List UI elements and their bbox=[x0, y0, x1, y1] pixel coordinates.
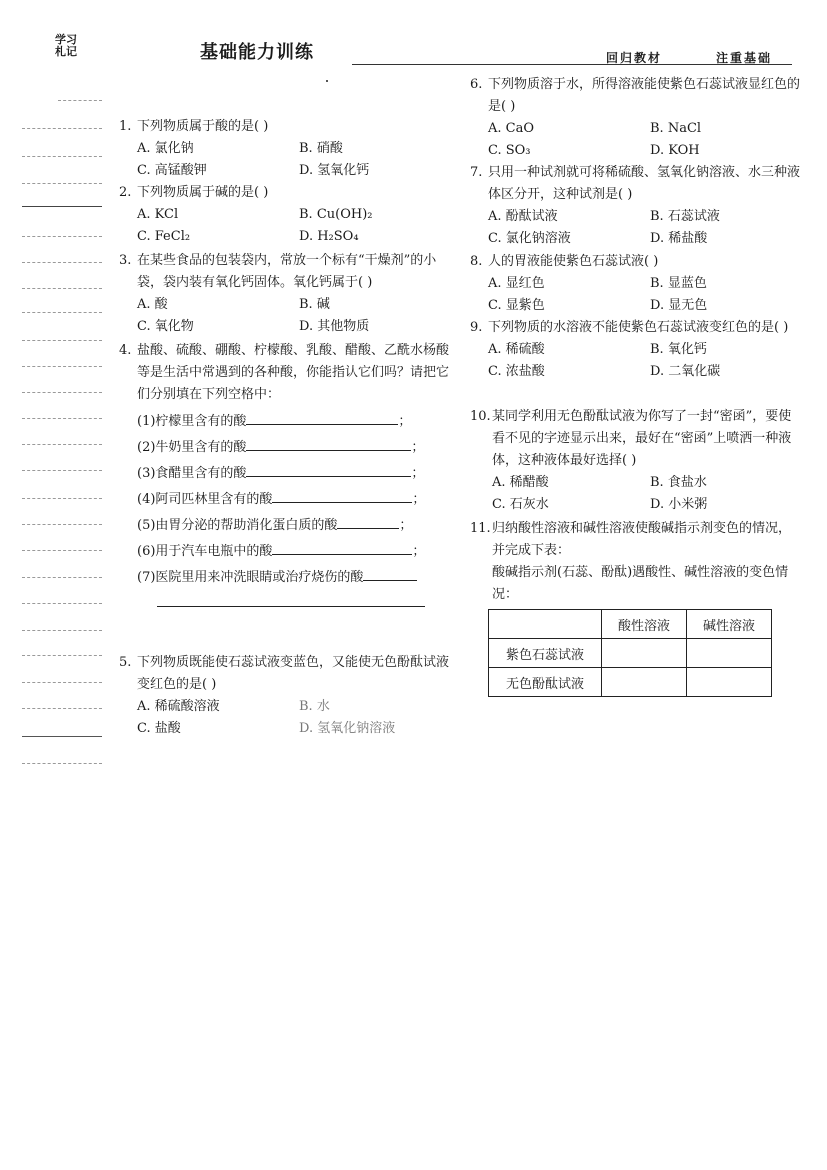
table-header-row bbox=[489, 610, 772, 639]
fill-in-item bbox=[119, 566, 449, 592]
answer-blank[interactable] bbox=[272, 488, 412, 503]
answer-cell[interactable] bbox=[602, 668, 687, 697]
option-a: A. 稀醋酸 bbox=[492, 475, 549, 490]
option-d: D. 氢氧化钠溶液 bbox=[299, 721, 396, 736]
question-stem: 下列物质溶于水，所得溶液能使紫色石蕊试液显红色的是( ) bbox=[488, 77, 801, 114]
note-line bbox=[22, 366, 102, 367]
option-a: A. 显红色 bbox=[488, 276, 545, 291]
note-line bbox=[22, 763, 102, 764]
note-line bbox=[22, 577, 102, 578]
question-number: 6. bbox=[470, 77, 483, 92]
question-number: 11. bbox=[470, 521, 491, 536]
note-line bbox=[22, 392, 102, 393]
answer-blank[interactable] bbox=[337, 514, 399, 529]
question-stem: 某同学利用无色酚酞试液为你写了一封“密函”，要使看不见的字迹显示出来，最好在“密函”上喷洒一种液体，这种液体最好选择( ) bbox=[492, 409, 792, 468]
fill-in-item bbox=[119, 436, 449, 462]
question-stem: 盐酸、硫酸、硼酸、柠檬酸、乳酸、醋酸、乙酰水杨酸等是生活中常遇到的各种酸，你能指认它们吗？请把它们分别填在下列空格中： bbox=[137, 343, 450, 402]
table-header: 碱性溶液 bbox=[687, 610, 772, 639]
option-c: C. FeCl₂ bbox=[137, 229, 191, 244]
note-line bbox=[22, 206, 102, 207]
option-d: D. 氢氧化钙 bbox=[299, 163, 370, 178]
note-line bbox=[22, 708, 102, 709]
question-stem: 下列物质的水溶液不能使紫色石蕊试液变红色的是( ) bbox=[488, 320, 789, 335]
header-tag-left: 回归教材 bbox=[606, 51, 663, 65]
fill-in-label: (3)食醋里含有的酸 bbox=[137, 466, 247, 481]
option-a: A. CaO bbox=[488, 121, 535, 136]
note-line bbox=[22, 736, 102, 737]
separator: ； bbox=[411, 440, 425, 455]
question-stem: 下列物质既能使石蕊试液变蓝色，又能使无色酚酞试液变红色的是( ) bbox=[137, 655, 450, 692]
question-number: 8. bbox=[470, 254, 483, 269]
option-b: B. 水 bbox=[299, 699, 330, 714]
question-number: 9. bbox=[470, 320, 483, 335]
option-d: D. H₂SO₄ bbox=[299, 229, 359, 244]
note-line bbox=[22, 262, 102, 263]
note-line bbox=[22, 655, 102, 656]
table-row bbox=[489, 668, 772, 697]
option-c: C. 盐酸 bbox=[137, 721, 181, 736]
option-b: B. NaCl bbox=[650, 121, 702, 136]
option-c: C. 显紫色 bbox=[488, 298, 545, 313]
fill-in-label: (7)医院里用来冲洗眼睛或治疗烧伤的酸 bbox=[137, 570, 364, 585]
fill-in-item bbox=[119, 462, 449, 488]
question-4 bbox=[119, 340, 449, 618]
option-a: A. KCl bbox=[137, 207, 179, 222]
answer-blank[interactable] bbox=[157, 592, 425, 607]
indicator-table bbox=[488, 609, 772, 697]
question-8 bbox=[470, 251, 800, 317]
option-d: D. KOH bbox=[650, 143, 700, 158]
option-b: B. 石蕊试液 bbox=[650, 209, 720, 224]
option-d: D. 其他物质 bbox=[299, 319, 370, 334]
answer-blank[interactable] bbox=[246, 462, 411, 477]
note-line bbox=[22, 236, 102, 237]
question-number: 2. bbox=[119, 185, 132, 200]
note-line bbox=[22, 418, 102, 419]
option-b: B. 碱 bbox=[299, 297, 330, 312]
fill-in-item bbox=[119, 540, 449, 566]
option-b: B. 食盐水 bbox=[650, 475, 707, 490]
fill-in-item bbox=[119, 410, 449, 436]
note-line bbox=[22, 340, 102, 341]
header-tag-right: 注重基础 bbox=[716, 51, 773, 65]
question-11 bbox=[470, 518, 800, 606]
question-7 bbox=[470, 162, 800, 250]
question-stem: 在某些食品的包装袋内，常放一个标有“干燥剂”的小袋，袋内装有氧化钙固体。氧化钙属于( ) bbox=[137, 253, 437, 290]
question-10 bbox=[470, 406, 800, 516]
question-stem: 只用一种试剂就可将稀硫酸、氢氧化钠溶液、水三种液体区分开，这种试剂是( ) bbox=[488, 165, 801, 202]
question-6 bbox=[470, 74, 800, 162]
question-stem: 人的胃液能使紫色石蕊试液( ) bbox=[488, 254, 659, 269]
note-line bbox=[22, 630, 102, 631]
option-d: D. 二氧化碳 bbox=[650, 364, 721, 379]
option-d: D. 小米粥 bbox=[650, 497, 708, 512]
answer-blank[interactable] bbox=[272, 540, 412, 555]
option-c: C. SO₃ bbox=[488, 143, 531, 158]
answer-cell[interactable] bbox=[687, 639, 772, 668]
option-d: D. 稀盐酸 bbox=[650, 231, 708, 246]
note-line bbox=[22, 288, 102, 289]
note-line bbox=[22, 183, 102, 184]
question-9 bbox=[470, 317, 800, 383]
fill-in-label: (4)阿司匹林里含有的酸 bbox=[137, 492, 273, 507]
note-line bbox=[22, 128, 102, 129]
sidebar-title-line2: 札记 bbox=[55, 45, 77, 58]
option-a: A. 稀硫酸 bbox=[488, 342, 545, 357]
option-c: C. 浓盐酸 bbox=[488, 364, 545, 379]
option-c: C. 石灰水 bbox=[492, 497, 549, 512]
option-c: C. 氯化钠溶液 bbox=[488, 231, 571, 246]
option-b: B. 显蓝色 bbox=[650, 276, 707, 291]
question-number: 4. bbox=[119, 343, 132, 358]
fill-in-item bbox=[119, 592, 449, 618]
sidebar-title bbox=[46, 34, 86, 58]
note-line bbox=[22, 550, 102, 551]
question-number: 1. bbox=[119, 119, 132, 134]
answer-blank[interactable] bbox=[246, 436, 411, 451]
option-c: C. 高锰酸钾 bbox=[137, 163, 207, 178]
separator: ； bbox=[412, 492, 426, 507]
option-a: A. 酸 bbox=[137, 297, 168, 312]
table-header: 酸性溶液 bbox=[602, 610, 687, 639]
question-stem: 下列物质属于酸的是( ) bbox=[137, 119, 269, 134]
fill-in-item bbox=[119, 488, 449, 514]
table-cell bbox=[489, 610, 602, 639]
option-d: D. 显无色 bbox=[650, 298, 708, 313]
separator: ； bbox=[412, 544, 426, 559]
scan-dot bbox=[326, 80, 328, 82]
table-row-label: 无色酚酞试液 bbox=[489, 668, 602, 697]
question-number: 3. bbox=[119, 253, 132, 268]
answer-blank[interactable] bbox=[363, 566, 417, 581]
page-title: 基础能力训练 bbox=[200, 42, 314, 63]
question-5 bbox=[119, 652, 449, 740]
note-line bbox=[58, 100, 102, 101]
option-a: A. 氯化钠 bbox=[137, 141, 194, 156]
table-row-label: 紫色石蕊试液 bbox=[489, 639, 602, 668]
answer-blank[interactable] bbox=[246, 410, 398, 425]
note-line bbox=[22, 498, 102, 499]
note-line bbox=[22, 444, 102, 445]
fill-in-label: (1)柠檬里含有的酸 bbox=[137, 414, 247, 429]
note-line bbox=[22, 603, 102, 604]
separator: ； bbox=[399, 518, 413, 533]
option-b: B. 氧化钙 bbox=[650, 342, 707, 357]
table-row bbox=[489, 639, 772, 668]
fill-in-item bbox=[119, 514, 449, 540]
option-b: B. 硝酸 bbox=[299, 141, 343, 156]
question-1 bbox=[119, 116, 449, 182]
question-3 bbox=[119, 250, 449, 338]
question-number: 10. bbox=[470, 409, 491, 424]
question-substem: 酸碱指示剂(石蕊、酚酞)遇酸性、碱性溶液的变色情况： bbox=[492, 565, 789, 602]
sidebar-title-line1: 学习 bbox=[55, 33, 77, 46]
note-line bbox=[22, 524, 102, 525]
note-line bbox=[22, 470, 102, 471]
note-line bbox=[22, 312, 102, 313]
answer-cell[interactable] bbox=[602, 639, 687, 668]
separator: ； bbox=[398, 414, 412, 429]
option-c: C. 氧化物 bbox=[137, 319, 194, 334]
separator: ； bbox=[411, 466, 425, 481]
note-line bbox=[22, 156, 102, 157]
answer-cell[interactable] bbox=[687, 668, 772, 697]
fill-in-label: (6)用于汽车电瓶中的酸 bbox=[137, 544, 273, 559]
question-number: 5. bbox=[119, 655, 132, 670]
fill-in-label: (5)由胃分泌的帮助消化蛋白质的酸 bbox=[137, 518, 338, 533]
question-stem: 下列物质属于碱的是( ) bbox=[137, 185, 269, 200]
question-number: 7. bbox=[470, 165, 483, 180]
note-line bbox=[22, 682, 102, 683]
option-a: A. 酚酞试液 bbox=[488, 209, 558, 224]
option-b: B. Cu(OH)₂ bbox=[299, 207, 373, 222]
question-2 bbox=[119, 182, 449, 248]
question-stem: 归纳酸性溶液和碱性溶液使酸碱指示剂变色的情况，并完成下表： bbox=[492, 521, 792, 558]
option-a: A. 稀硫酸溶液 bbox=[137, 699, 220, 714]
fill-in-label: (2)牛奶里含有的酸 bbox=[137, 440, 247, 455]
